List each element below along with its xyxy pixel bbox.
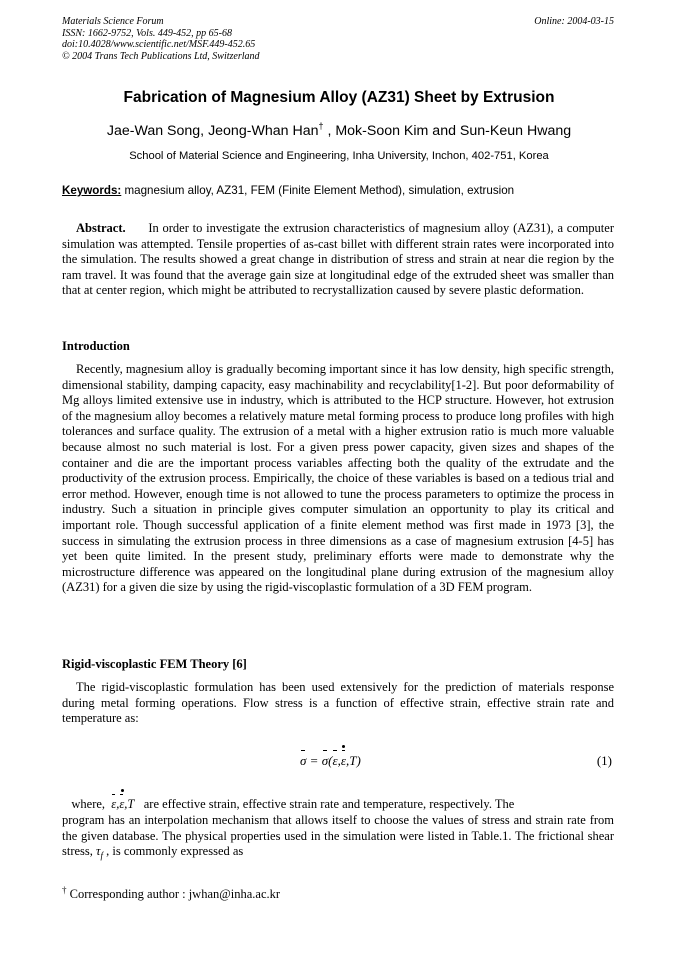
journal-header xyxy=(62,16,260,62)
journal-name: Materials Science Forum xyxy=(62,16,164,27)
eq-close-paren: ) xyxy=(356,753,361,768)
affiliation: School of Material Science and Engineering, Inha University, Inchon, 402-751, Korea xyxy=(129,150,549,162)
eq-comma-1: , xyxy=(337,753,341,768)
equation-1 xyxy=(300,753,361,769)
eq-open-paren: ( xyxy=(328,753,333,768)
eq-comma-2: , xyxy=(345,753,350,768)
eq-rhs-sigma-bar: σ xyxy=(321,753,329,768)
eq-lhs-sigma-bar: σ xyxy=(300,753,307,768)
keywords-text: magnesium alloy, AZ31, FEM (Finite Element Method), simulation, extrusion xyxy=(121,184,515,197)
continuation-paragraph xyxy=(62,813,614,864)
footnote-dagger: † xyxy=(62,885,67,895)
introduction-paragraph: Recently, magnesium alloy is gradually becoming important since it has low density, high specific strength, dimensional stability, damping capacity, easy machinability and recyclability[1-2]. But poor deformability of Mg alloys limited extensive use in industry, which is attributed to the HCP structure. However, hot extrusion of the magnesium alloy becomes a relatively mature metal forming process to produce long profiles with high tolerances and surface quality. The extrusion of a metal with a higher extrusion ratio is much more valuable because almost no such material is lost. For a given press power capacity, given sizes and shapes of the container and die are the important process variables affecting both the quality of the extrudate and the productivity of the extrusion process. Empirically, the choice of these variables is based on a tedious trial and error method. However, enough time is not allowed to tune the process parameters to optimize the process in industry. Such a situation in principle gives computer simulation an opportunity to play its critical and important role. Though successful application of a finite element method was first made in 1973 [3], the success in simulating the extrusion process in three dimensions as a case of magnesium extrusion [4-5] has yet been quite limited. In the present study, preliminary efforts were made to demonstrate why the microstructure difference was appeared on the longitudinal plane during extrusion of the magnesium alloy (AZ31) for a given die size by using the rigid-viscoplastic formulation of a 3D FEM program. xyxy=(62,362,614,595)
where-temperature: T xyxy=(127,797,135,811)
where-comma-2: , xyxy=(124,797,128,811)
keywords-line xyxy=(62,184,514,197)
abstract-paragraph xyxy=(62,221,614,299)
continuation-text-1: program has an interpolation mechanism that allows itself to choose the values of stress and strain rate from the given database. The physical properties used in the simulation were listed in Table.1. The frictional shear stress, xyxy=(62,813,614,859)
eq-epsilon-bar: ε xyxy=(332,753,338,768)
corresponding-author-footnote xyxy=(62,885,280,902)
where-comma-1: , xyxy=(116,797,120,811)
introduction-heading: Introduction xyxy=(62,339,130,353)
eq-temperature: T xyxy=(349,753,357,768)
tau-subscript: f xyxy=(100,850,104,861)
abstract-text: In order to investigate the extrusion characteristics of magnesium alloy (AZ31), a computer simulation was attempted. Tensile properties of as-cast billet with different strain rates were incorporated into the simulation. The results showed a great change in distribution of stress and strain at near die region by the ram travel. It was found that the average gain size at longitudinal edge of the extruded sheet was smaller than that at center region, which might be attributed to recrystallization caused by severe plastic deformation. xyxy=(62,221,614,298)
where-suffix: are effective strain, effective strain rate and temperature, respectively. The xyxy=(140,797,515,811)
eq-epsilon-dot-bar: ε xyxy=(340,753,346,768)
theory-paragraph: The rigid-viscoplastic formulation has been used extensively for the prediction of materials response during metal forming operations. Flow stress is a function of effective strain, effective strain rate and temperature as: xyxy=(62,680,614,726)
where-epsilon-dot-bar: ε xyxy=(119,797,125,811)
doi-line: doi:10.4028/www.scientific.net/MSF.449-452.65 xyxy=(62,39,256,51)
where-epsilon-bar: ε xyxy=(111,797,117,811)
online-date: Online: 2004-03-15 xyxy=(534,16,614,27)
eq-equals: = xyxy=(306,753,322,768)
author-list xyxy=(0,121,678,139)
issn-line: ISSN: 1662-9752, Vols. 449-452, pp 65-68 xyxy=(62,27,232,39)
tau-symbol: τ xyxy=(96,844,101,859)
continuation-text-2: , is commonly expressed as xyxy=(103,844,244,859)
paper-title: Fabrication of Magnesium Alloy (AZ31) Sheet by Extrusion xyxy=(123,89,555,106)
where-prefix: where, xyxy=(71,797,109,811)
copyright-line: © 2004 Trans Tech Publications Ltd, Switzerland xyxy=(62,50,260,62)
equation-number: (1) xyxy=(596,753,612,768)
authors-rest: , Mok-Soon Kim and Sun-Keun Hwang xyxy=(323,123,572,139)
theory-heading: Rigid-viscoplastic FEM Theory [6] xyxy=(62,657,247,671)
dagger-mark: † xyxy=(318,121,324,131)
abstract-label: Abstract. xyxy=(76,221,126,235)
keywords-label: Keywords: xyxy=(62,184,122,197)
authors-first: Jae-Wan Song, Jeong-Whan Han xyxy=(106,123,319,139)
footnote-text: Corresponding author : jwhan@inha.ac.kr xyxy=(66,887,281,901)
where-line xyxy=(62,797,614,812)
